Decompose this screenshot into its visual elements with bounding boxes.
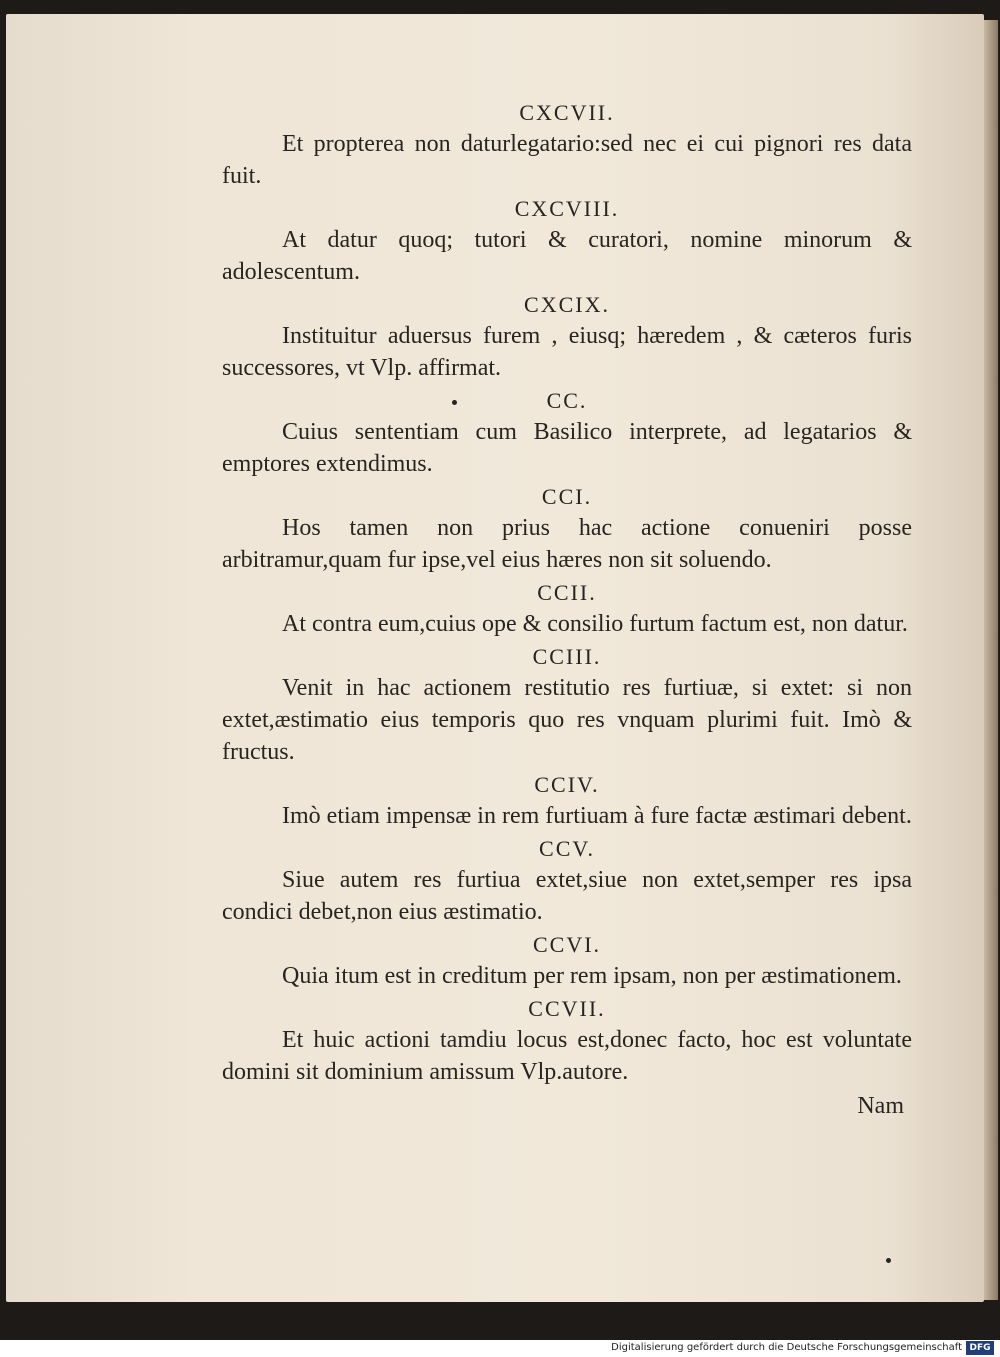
section-number: CXCIX. (524, 292, 610, 317)
section-text: At datur quoq; tutori & curatori, nomine minorum & adolescentum. (222, 227, 912, 285)
section-number: CXCVIII. (514, 196, 620, 221)
section-text: Siue autem res furtiua extet,siue non extet,semper res ipsa condici debet,non eius æstimatio. (222, 867, 912, 925)
section-number: CCII. (537, 580, 597, 605)
ink-speck (886, 1258, 891, 1263)
section-text: Et huic actioni tamdiu locus est,donec facto, hoc est voluntate domini sit dominium amissum Vlp.autore. (222, 1027, 912, 1085)
section-text: Quia itum est in creditum per rem ipsam, non per æstimationem. (282, 963, 902, 989)
dfg-logo-icon: DFG (966, 1341, 994, 1355)
section-text: Instituitur aduersus furem , eiusq; hæredem , & cæteros furis successores, vt Vlp. affirmat. (222, 323, 912, 381)
page-text (222, 98, 912, 1122)
section-number: CXCVII. (519, 100, 615, 125)
section-number: CCV. (539, 836, 595, 861)
section-text: At contra eum,cuius ope & consilio furtum factum est, non datur. (282, 611, 908, 637)
section-text: Imò etiam impensæ in rem furtiuam à fure factæ æstimari debent. (282, 803, 912, 829)
section-text: Venit in hac actionem restitutio res furtiuæ, si extet: si non extet,æstimatio eius temporis quo res vnquam plurimi fuit. Imò & fructus. (222, 675, 912, 765)
section-number: CCIV. (534, 772, 600, 797)
section-198 (222, 194, 912, 288)
section-number: CCIII. (532, 644, 602, 669)
section-number: CC. (546, 388, 588, 413)
page-edge (984, 20, 998, 1300)
section-205 (222, 834, 912, 928)
section-207 (222, 994, 912, 1088)
section-199 (222, 290, 912, 384)
section-200 (222, 386, 912, 480)
section-197 (222, 98, 912, 192)
section-text: Et propterea non daturlegatario:sed nec ei cui pignori res data fuit. (222, 131, 912, 189)
section-number: CCVI. (532, 932, 602, 957)
section-206 (222, 930, 912, 992)
section-203 (222, 642, 912, 768)
section-text: Hos tamen non prius hac actione conueniri posse arbitramur,quam fur ipse,vel eius hæres non sit soluendo. (222, 515, 912, 573)
section-204 (222, 770, 912, 832)
section-202 (222, 578, 912, 640)
footer-bar (0, 1340, 1000, 1357)
section-number: CCVII. (528, 996, 606, 1021)
section-number: CCI. (541, 484, 593, 509)
section-201 (222, 482, 912, 576)
section-text: Cuius sententiam cum Basilico interprete, ad legatarios & emptores extendimus. (222, 419, 912, 477)
catchword: Nam (857, 1093, 904, 1119)
funding-credit: Digitalisierung gefördert durch die Deutsche Forschungsgemeinschaft (611, 1342, 962, 1353)
